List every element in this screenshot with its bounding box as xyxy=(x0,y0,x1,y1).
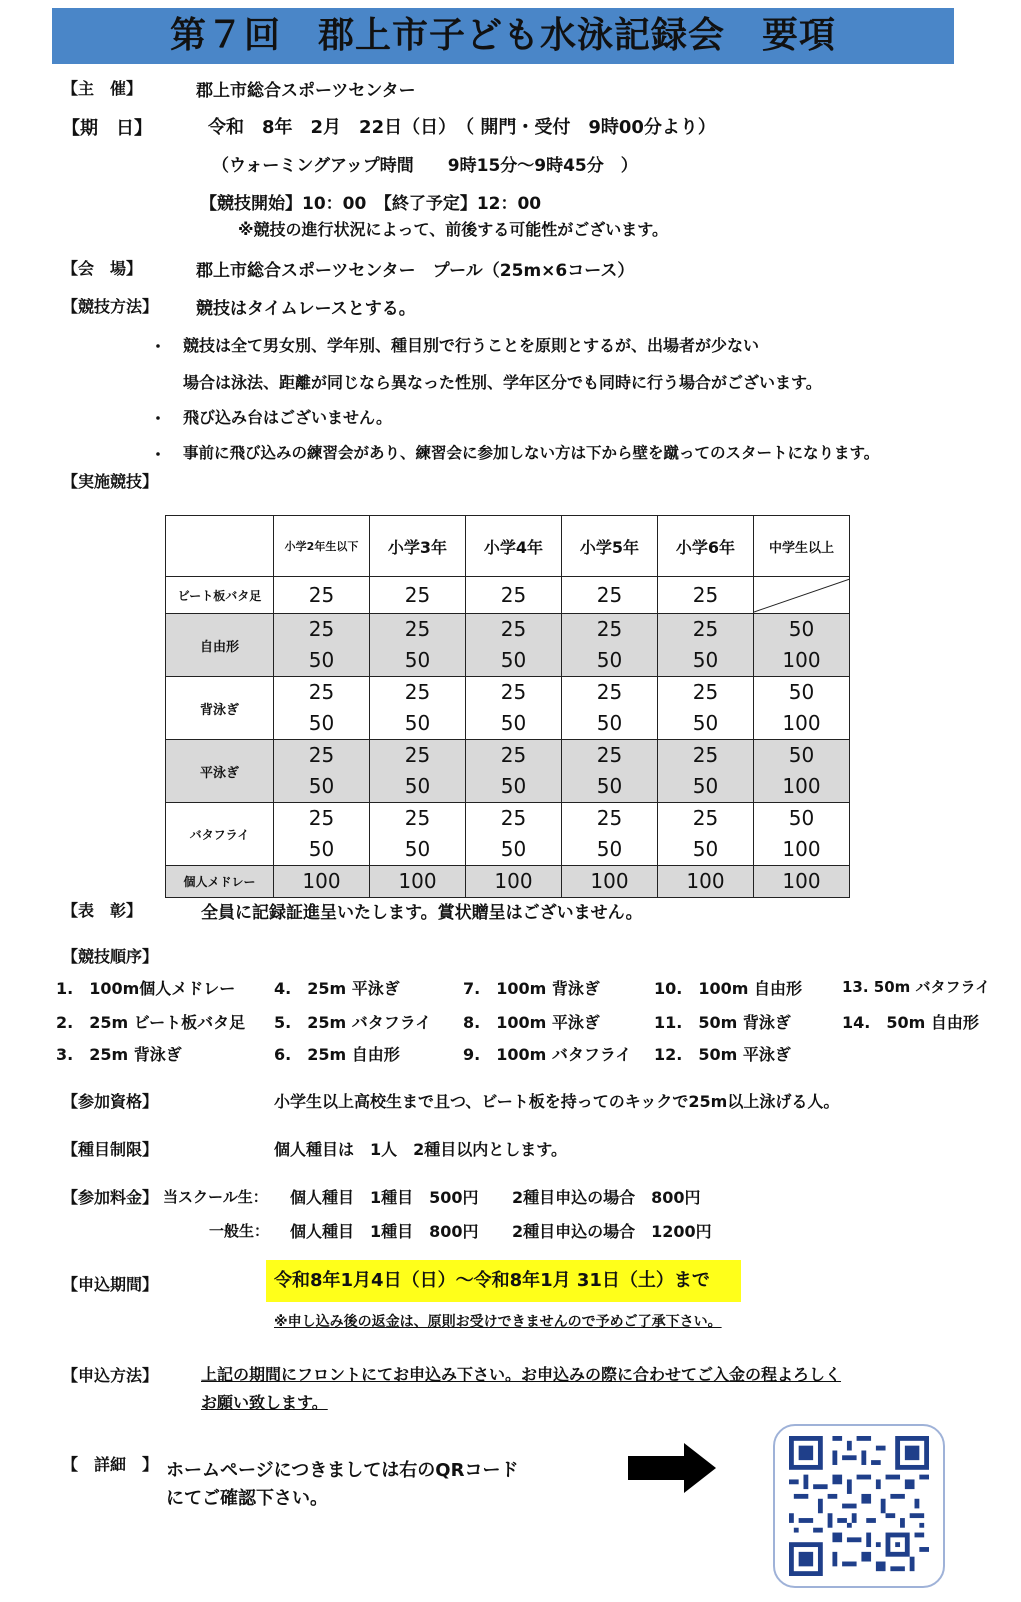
table-cell: 25 50 xyxy=(274,803,370,866)
table-cell: 25 50 xyxy=(658,803,754,866)
order-item: 8. 100m 平泳ぎ xyxy=(463,1013,600,1032)
order-item: 1. 100m個人メドレー xyxy=(56,979,236,998)
schedule-times: 【競技開始】10：00 【終了予定】12：00 xyxy=(200,194,542,214)
fee-two: 2種目申込の場合 800円 xyxy=(512,1188,701,1207)
award-label: 【表 彰】 xyxy=(62,901,143,920)
table-cell: 25 50 xyxy=(562,740,658,803)
date-main: 令和 8年 2月 22日（日） （ 開門・受付 9時00分より） xyxy=(208,117,716,138)
table-row xyxy=(166,677,850,740)
events-label: 【実施競技】 xyxy=(62,472,159,491)
eligibility-label: 【参加資格】 xyxy=(62,1092,159,1111)
table-cell: 50 100 xyxy=(754,803,850,866)
table-cell: 25 50 xyxy=(274,614,370,677)
table-header-row xyxy=(166,516,850,577)
order-item: 10. 100m 自由形 xyxy=(654,979,802,998)
bullet-text: 飛び込み台はございません。 xyxy=(183,408,392,427)
period-label: 【申込期間】 xyxy=(62,1275,159,1294)
order-item: 9. 100m バタフライ xyxy=(463,1045,632,1064)
table-cell: 25 xyxy=(562,577,658,614)
eligibility-value: 小学生以上高校生まで且つ、ビート板を持ってのキックで25m以上泳げる人。 xyxy=(274,1092,840,1111)
fee-who: 当スクール生： xyxy=(163,1188,268,1206)
venue-label: 【会 場】 xyxy=(62,259,143,278)
details-label: 【 詳細 】 xyxy=(62,1455,159,1474)
table-row xyxy=(166,803,850,866)
table-header-cell: 小学4年 xyxy=(466,516,562,577)
details-line1: ホームページにつきましては右のQRコード xyxy=(166,1460,519,1481)
page-title: 第７回 郡上市子ども水泳記録会 要項 xyxy=(169,15,836,56)
table-cell: 50 100 xyxy=(754,614,850,677)
table-row xyxy=(166,614,850,677)
table-cell: 25 50 xyxy=(658,614,754,677)
table-cell: 25 xyxy=(466,577,562,614)
table-row-header: バタフライ xyxy=(166,803,274,866)
table-cell: 25 50 xyxy=(658,677,754,740)
date-label: 【期 日】 xyxy=(62,118,152,139)
apply-line2: お願い致します。 xyxy=(201,1393,328,1412)
award-value: 全員に記録証進呈いたします。賞状贈呈はございません。 xyxy=(201,903,643,923)
organizer-value: 郡上市総合スポーツセンター xyxy=(196,81,416,101)
table-cell: 25 50 xyxy=(562,677,658,740)
table-header-cell: 小学5年 xyxy=(562,516,658,577)
bullet-mark: ・ xyxy=(150,445,167,464)
table-cell: 100 xyxy=(658,866,754,898)
venue-value: 郡上市総合スポーツセンター プール（25m×6コース） xyxy=(196,261,635,281)
table-header-cell xyxy=(166,516,274,577)
bullet-text: 事前に飛び込みの練習会があり、練習会に参加しない方は下から壁を蹴ってのスタートになります。 xyxy=(183,444,880,462)
table-cell: 25 xyxy=(658,577,754,614)
limit-label: 【種目制限】 xyxy=(62,1140,159,1159)
order-item: 7. 100m 背泳ぎ xyxy=(463,979,600,998)
table-header-cell: 小学6年 xyxy=(658,516,754,577)
right-arrow-icon xyxy=(628,1443,718,1493)
period-note: ※申し込み後の返金は、原則お受けできませんので予めご了承下さい。 xyxy=(274,1314,722,1330)
fee-label: 【参加料金】 xyxy=(62,1188,159,1207)
table-cell: 25 50 xyxy=(466,614,562,677)
fee-two: 2種目申込の場合 1200円 xyxy=(512,1222,712,1241)
table-header-cell: 小学3年 xyxy=(370,516,466,577)
order-item: 14. 50m 自由形 xyxy=(842,1013,979,1032)
fee-one: 個人種目 1種目 800円 xyxy=(290,1222,479,1241)
order-item: 2. 25m ビート板バタ足 xyxy=(56,1013,246,1032)
fee-one: 個人種目 1種目 500円 xyxy=(290,1188,479,1207)
table-cell: 25 xyxy=(274,577,370,614)
warmup-time: （ウォーミングアップ時間 9時15分～9時45分 ） xyxy=(212,156,638,176)
table-cell: 25 50 xyxy=(370,740,466,803)
method-label: 【競技方法】 xyxy=(62,297,159,316)
table-cell: 25 xyxy=(370,577,466,614)
table-row-header: ビート板バタ足 xyxy=(166,577,274,614)
table-row xyxy=(166,577,850,614)
qr-code-icon[interactable] xyxy=(784,1436,934,1576)
table-cell: 25 50 xyxy=(562,614,658,677)
table-cell: 25 50 xyxy=(274,677,370,740)
order-item: 4. 25m 平泳ぎ xyxy=(274,979,400,998)
table-row-header: 自由形 xyxy=(166,614,274,677)
table-cell: 25 50 xyxy=(658,740,754,803)
table-cell: 100 xyxy=(562,866,658,898)
limit-value: 個人種目は 1人 2種目以内とします。 xyxy=(274,1140,567,1159)
order-label: 【競技順序】 xyxy=(62,947,159,966)
table-row xyxy=(166,866,850,898)
table-cell-empty xyxy=(754,577,850,614)
table-cell: 100 xyxy=(754,866,850,898)
table-cell: 50 100 xyxy=(754,677,850,740)
table-cell: 25 50 xyxy=(370,803,466,866)
order-item: 6. 25m 自由形 xyxy=(274,1045,400,1064)
table-row xyxy=(166,740,850,803)
table-cell: 25 50 xyxy=(370,614,466,677)
apply-line1: 上記の期間にフロントにてお申込み下さい。お申込みの際に合わせてご入金の程よろしく xyxy=(201,1365,842,1384)
table-cell: 100 xyxy=(274,866,370,898)
order-item: 3. 25m 背泳ぎ xyxy=(56,1045,182,1064)
schedule-note: ※競技の進行状況によって、前後する可能性がございます。 xyxy=(238,220,668,239)
table-cell: 100 xyxy=(466,866,562,898)
method-value: 競技はタイムレースとする。 xyxy=(196,299,416,319)
events-table xyxy=(165,515,850,898)
fee-who: 一般生： xyxy=(209,1222,270,1240)
table-cell: 50 100 xyxy=(754,740,850,803)
table-header-cell: 中学生以上 xyxy=(754,516,850,577)
table-cell: 25 50 xyxy=(562,803,658,866)
organizer-label: 【主 催】 xyxy=(62,79,143,98)
table-row-header: 背泳ぎ xyxy=(166,677,274,740)
apply-label: 【申込方法】 xyxy=(62,1366,159,1385)
details-line2: にてご確認下さい。 xyxy=(166,1488,328,1509)
bullet-text: 場合は泳法、距離が同じなら異なった性別、学年区分でも同時に行う場合がございます。 xyxy=(183,373,822,392)
period-value: 令和8年1月4日（日）～令和8年1月 31日（土）まで xyxy=(266,1260,741,1302)
bullet-text: 競技は全て男女別、学年別、種目別で行うことを原則とするが、出場者が少ない xyxy=(183,336,760,355)
bullet-mark: ・ xyxy=(150,337,167,356)
order-item: 11. 50m 背泳ぎ xyxy=(654,1013,791,1032)
order-item: 13. 50m バタフライ xyxy=(842,978,991,996)
bullet-mark: ・ xyxy=(150,409,167,428)
table-row-header: 平泳ぎ xyxy=(166,740,274,803)
table-header-cell: 小学2年生以下 xyxy=(274,516,370,577)
order-item: 12. 50m 平泳ぎ xyxy=(654,1045,791,1064)
order-item: 5. 25m バタフライ xyxy=(274,1013,432,1032)
table-cell: 100 xyxy=(370,866,466,898)
table-cell: 25 50 xyxy=(466,740,562,803)
table-cell: 25 50 xyxy=(370,677,466,740)
table-row-header: 個人メドレー xyxy=(166,866,274,898)
table-cell: 25 50 xyxy=(466,803,562,866)
table-cell: 25 50 xyxy=(274,740,370,803)
diagonal-line-icon xyxy=(754,577,850,614)
table-cell: 25 50 xyxy=(466,677,562,740)
